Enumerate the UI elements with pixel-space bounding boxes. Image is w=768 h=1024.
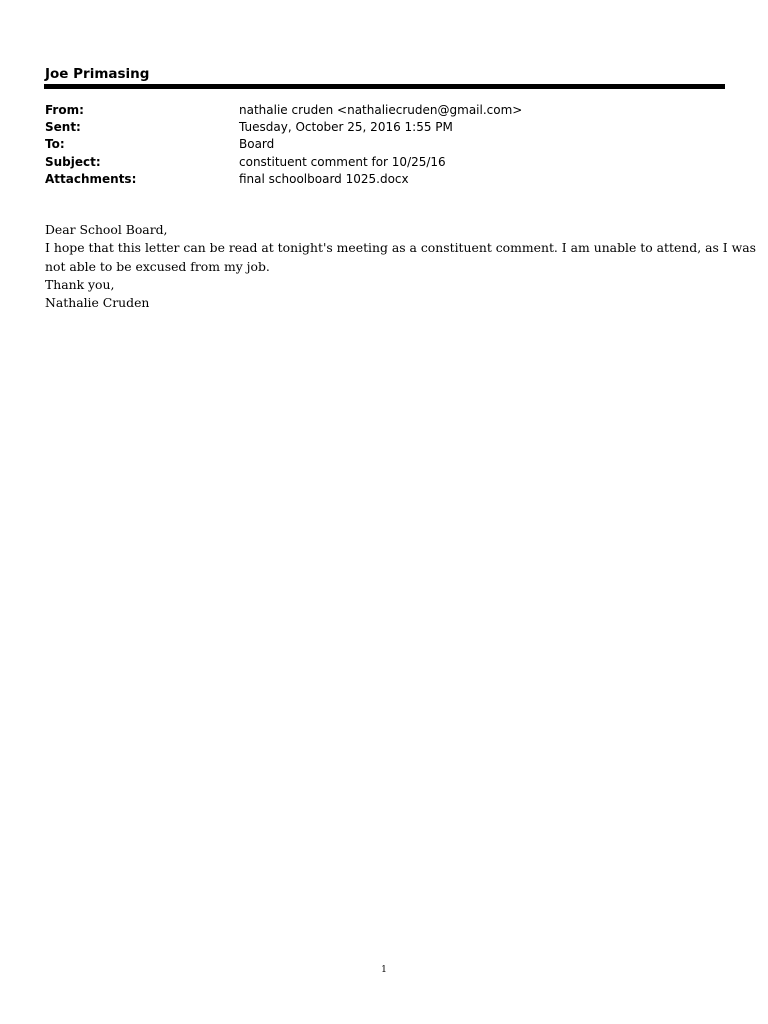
attachments-row	[45, 171, 725, 188]
from-label: From:	[45, 103, 84, 117]
salutation: Dear School Board,	[45, 222, 168, 237]
to-label: To:	[45, 137, 65, 152]
page-number: 1	[381, 965, 387, 975]
header-divider	[44, 84, 725, 89]
to-value: Board	[239, 137, 275, 152]
body-line-2: not able to be excused from my job.	[45, 258, 270, 274]
body-line-1: I hope that this letter can be read at tonight's meeting as a constituent comment. I am unable to attend, as I was	[45, 240, 756, 256]
closing: Thank you,	[45, 276, 115, 292]
to-row	[45, 136, 725, 153]
subject-row	[45, 154, 725, 171]
subject-label: Subject:	[45, 154, 101, 169]
signature-name: Nathalie Cruden	[45, 295, 150, 311]
email-body	[45, 221, 756, 312]
sent-label: Sent:	[45, 120, 81, 135]
header-owner-name: Joe Primasing	[45, 66, 150, 82]
attachments-value: final schoolboard 1025.docx	[239, 171, 409, 186]
sent-row	[45, 119, 725, 136]
subject-value: constituent comment for 10/25/16	[239, 154, 446, 169]
sent-value: Tuesday, October 25, 2016 1:55 PM	[239, 120, 453, 135]
from-row	[45, 102, 725, 119]
email-metadata	[45, 102, 725, 188]
from-value: nathalie cruden <nathaliecruden@gmail.com>	[239, 103, 523, 117]
attachments-label: Attachments:	[45, 171, 137, 186]
